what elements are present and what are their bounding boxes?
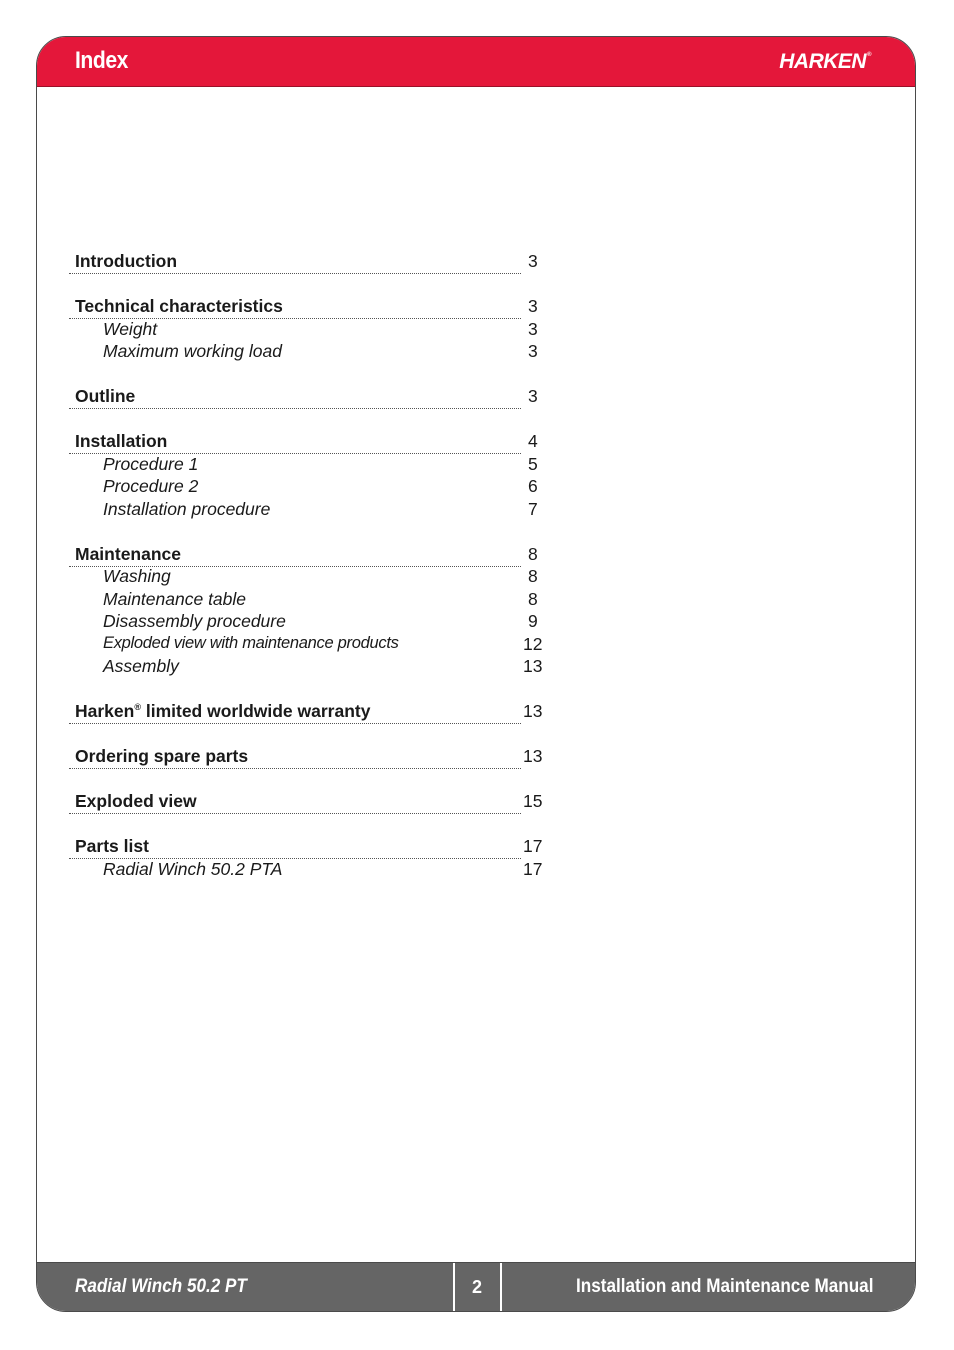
toc-page: 3 <box>528 386 538 406</box>
toc-label: Introduction <box>75 251 178 271</box>
toc-label: Maintenance <box>75 543 181 564</box>
toc-page: 3 <box>528 318 538 339</box>
toc-label-brand: Harken <box>75 701 135 721</box>
toc-page: 3 <box>528 251 538 271</box>
toc-label: Parts list <box>75 836 149 856</box>
toc-label: Outline <box>75 386 136 406</box>
header-bar <box>37 37 915 87</box>
toc-subentry-procedure-1[interactable] <box>75 454 545 477</box>
toc-entry-outline[interactable] <box>75 386 545 409</box>
toc-label: Technical characteristics <box>75 296 283 316</box>
logo-registered-mark: ® <box>867 52 871 58</box>
toc-label <box>75 701 370 722</box>
table-of-contents <box>75 251 545 881</box>
page-frame <box>36 36 916 1312</box>
toc-subentry-weight[interactable] <box>75 319 545 342</box>
toc-label: Procedure 2 <box>103 476 199 496</box>
toc-subentry-assembly[interactable] <box>75 656 545 679</box>
toc-label: Radial Winch 50.2 PTA <box>103 858 283 879</box>
footer-bar <box>37 1262 915 1311</box>
toc-entry-spare-parts[interactable] <box>75 746 545 769</box>
toc-page: 8 <box>528 566 538 586</box>
toc-subentry-exploded-view-maintenance[interactable] <box>75 634 545 657</box>
footer-page-number: 2 <box>471 1277 482 1297</box>
toc-page: 15 <box>523 791 543 811</box>
footer-manual-title: Installation and Maintenance Manual <box>575 1276 873 1297</box>
page-title: Index <box>75 47 128 74</box>
registered-mark: ® <box>134 702 141 712</box>
toc-entry-warranty[interactable] <box>75 701 545 724</box>
toc-page: 13 <box>523 656 543 676</box>
toc-label: Maintenance table <box>103 588 247 609</box>
toc-page: 4 <box>528 431 538 451</box>
toc-subentry-max-working-load[interactable] <box>75 341 545 364</box>
toc-label: Weight <box>103 318 158 339</box>
toc-page: 3 <box>528 341 538 361</box>
toc-entry-parts-list[interactable] <box>75 836 545 859</box>
footer-divider-right <box>500 1263 502 1311</box>
toc-label: Washing <box>103 566 171 586</box>
toc-page: 5 <box>528 453 538 474</box>
toc-label: Installation procedure <box>103 498 271 519</box>
toc-page: 6 <box>528 476 538 496</box>
toc-page: 13 <box>523 701 543 721</box>
toc-subentry-washing[interactable] <box>75 566 545 589</box>
toc-entry-exploded-view[interactable] <box>75 791 545 814</box>
toc-label: Installation <box>75 431 168 451</box>
toc-label: Disassembly procedure <box>103 611 286 631</box>
toc-entry-maintenance[interactable] <box>75 544 545 567</box>
toc-subentry-installation-procedure[interactable] <box>75 499 545 522</box>
toc-subentry-maintenance-table[interactable] <box>75 589 545 612</box>
toc-page: 17 <box>523 836 543 856</box>
toc-page: 13 <box>523 746 543 766</box>
toc-entry-introduction[interactable] <box>75 251 545 274</box>
toc-page: 17 <box>523 858 543 879</box>
toc-subentry-radial-winch[interactable] <box>75 859 545 882</box>
toc-label: Maximum working load <box>103 341 282 361</box>
toc-label-rest: limited worldwide warranty <box>140 701 371 721</box>
toc-entry-technical[interactable] <box>75 296 545 319</box>
toc-label: Exploded view <box>75 791 197 811</box>
toc-page: 8 <box>528 543 538 564</box>
toc-label: Assembly <box>103 656 179 676</box>
toc-page: 3 <box>528 296 538 316</box>
toc-subentry-disassembly-procedure[interactable] <box>75 611 545 634</box>
toc-subentry-procedure-2[interactable] <box>75 476 545 499</box>
toc-label: Exploded view with maintenance products <box>103 633 399 652</box>
toc-page: 9 <box>528 611 538 631</box>
logo-text: HARKEN <box>779 50 867 73</box>
toc-page: 7 <box>528 498 538 519</box>
toc-page: 12 <box>523 633 543 654</box>
toc-label: Procedure 1 <box>103 453 199 474</box>
toc-label: Ordering spare parts <box>75 746 249 766</box>
toc-entry-installation[interactable] <box>75 431 545 454</box>
harken-logo <box>779 50 871 74</box>
toc-page: 8 <box>528 588 538 609</box>
footer-product-name: Radial Winch 50.2 PT <box>75 1276 247 1297</box>
